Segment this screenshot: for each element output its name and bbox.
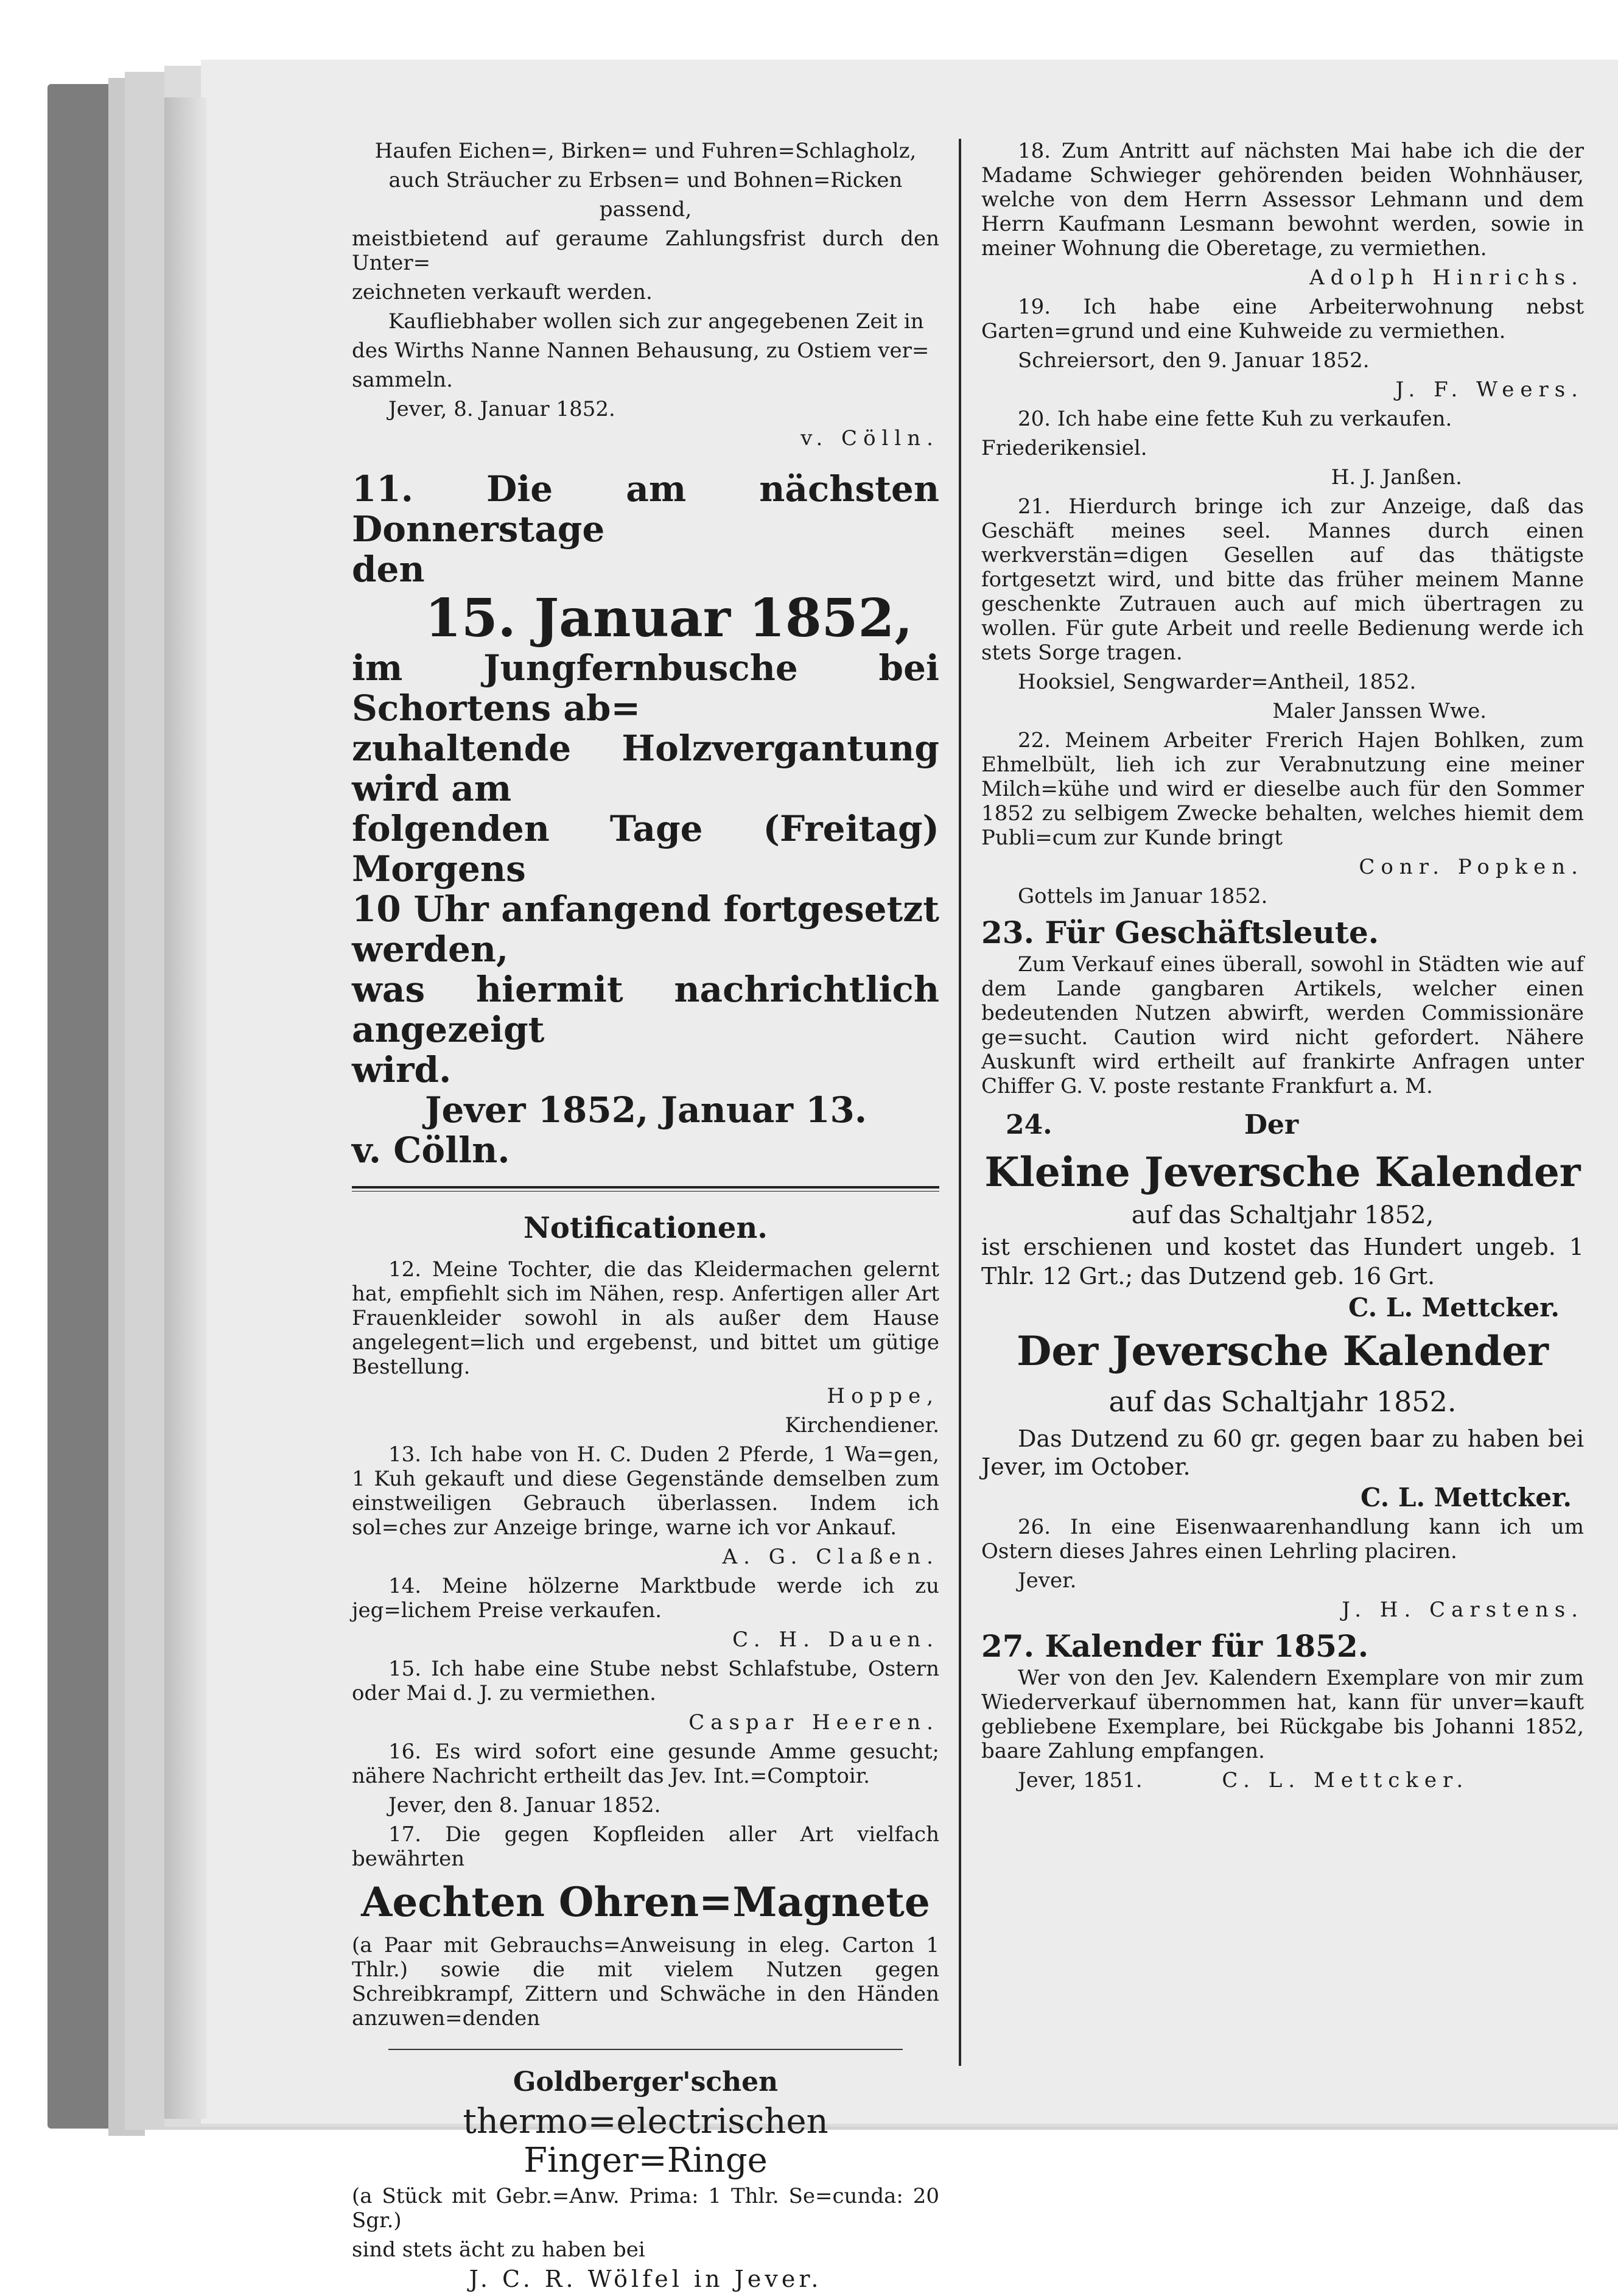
left-column	[352, 139, 939, 2296]
ad-13	[352, 1442, 939, 1569]
signature: v. Cölln.	[800, 426, 939, 451]
ad-11-date: 15. Januar 1852,	[425, 588, 913, 649]
ad-text: 20. Ich habe eine fette Kuh zu verkaufen.	[1018, 407, 1452, 431]
place-date: Jever, 1851.	[1018, 1768, 1143, 1792]
product-name: thermo=electrischen Finger=Ringe	[463, 2102, 828, 2180]
price-info: (a Stück mit Gebr.=Anw. Prima: 1 Thlr. Se=cunda: 20 Sgr.)	[352, 2184, 939, 2233]
ad-text: 14. Meine hölzerne Marktbude werde ich zu jeg=lichem Preise verkaufen.	[352, 1574, 939, 1623]
calendar-subtitle: auf das Schaltjahr 1852,	[1131, 1201, 1434, 1229]
ad-text: ist erschienen und kostet das Hundert ungeb. 1 Thlr. 12 Grt.; das Dutzend geb. 16 Grt.	[981, 1234, 1584, 1290]
ad-heading: 23. Für Geschäftsleute.	[981, 915, 1379, 950]
signature: C. L. Mettcker.	[1222, 1768, 1469, 1792]
signature: Adolph Hinrichs.	[1309, 265, 1584, 290]
signature: C. H. Dauen.	[732, 1627, 939, 1652]
ad-11-signature: v. Cölln.	[352, 1129, 510, 1171]
place-date: Jever, 8. Januar 1852.	[388, 397, 615, 421]
ad-20	[981, 407, 1584, 490]
place-date: Gottels im Januar 1852.	[1018, 884, 1268, 908]
text-line: Kaufliebhaber wollen sich zur angegebenen Zeit in	[388, 309, 924, 334]
ad-22	[981, 728, 1584, 908]
ad-11-line: folgenden Tage (Freitag) Morgens	[352, 808, 939, 890]
ad-18	[981, 139, 1584, 290]
ad-text: Zum Verkauf eines überall, sowohl in Städten wie auf dem Lande gangbaren Artikels, welcher einen bedeutenden Nutzen abwirft, werden Commissionäre ge=sucht. Caution wird nicht gefordert. Nähere Auskunft wird ertheilt auf frankirte Anfragen unter Chiffer G. V. poste restante Frankfurt a. M.	[981, 952, 1584, 1098]
text-line: zeichneten verkauft werden.	[352, 280, 653, 304]
ad-heading: 27. Kalender für 1852.	[981, 1628, 1369, 1664]
signature: Maler Janssen Wwe.	[1272, 699, 1487, 723]
text-line: des Wirths Nanne Nannen Behausung, zu Ostiem ver=	[352, 339, 930, 363]
ad-11-line: 11. Die am nächsten Donnerstage	[352, 468, 939, 550]
ad-11-line: wird.	[352, 1049, 452, 1090]
ad-text: Das Dutzend zu 60 gr. gegen baar zu haben bei Jever, im October.	[981, 1425, 1584, 1480]
ad-11-line: 10 Uhr anfangend fortgesetzt werden,	[352, 888, 939, 970]
ad-11-wood-auction	[352, 469, 939, 1170]
signature-title: Kirchendiener.	[785, 1413, 939, 1438]
ad-23	[981, 913, 1584, 1098]
ad-text: 15. Ich habe eine Stube nebst Schlafstube, Ostern oder Mai d. J. zu vermiethen.	[352, 1657, 939, 1705]
ad-text: Wer von den Jev. Kalendern Exemplare von mir zum Wiederverkauf übernommen hat, kann für unver=kauft gebliebene Exemplare, bei Rückgabe bis Johanni 1852, baare Zahlung empfangen.	[981, 1666, 1584, 1763]
signature: C. L. Mettcker.	[1348, 1293, 1560, 1322]
seller: J. C. R. Wölfel in Jever.	[469, 2266, 822, 2292]
signature: Caspar Heeren.	[688, 1710, 939, 1735]
column-divider	[959, 139, 961, 2066]
section-heading: Notificationen.	[524, 1211, 768, 1245]
signature: C. L. Mettcker.	[1360, 1483, 1572, 1512]
signature: Hoppe,	[827, 1384, 939, 1408]
place-date: Jever, den 8. Januar 1852.	[388, 1793, 661, 1817]
ad-11-line: im Jungfernbusche bei Schortens ab=	[352, 647, 939, 729]
signature: J. F. Weers.	[1395, 377, 1584, 402]
place-date: Hooksiel, Sengwarder=Antheil, 1852.	[1018, 670, 1417, 694]
text-line: passend,	[599, 197, 692, 222]
ad-text: (a Paar mit Gebrauchs=Anweisung in eleg. Carton 1 Thlr.) sowie die mit vielem Nutzen gegen Schreibkrampf, Zittern und Schwäche in den Händen anzuwen=denden	[352, 1933, 939, 2031]
ad-text: 26. In eine Eisenwaarenhandlung kann ich um Ostern dieses Jahres einen Lehrling placiren.	[981, 1515, 1584, 1564]
right-column	[981, 139, 1584, 1797]
ad-21	[981, 494, 1584, 723]
ad-27	[981, 1627, 1584, 1792]
ad-19	[981, 295, 1584, 402]
signature: A. G. Claßen.	[722, 1545, 939, 1569]
ad-text: 16. Es wird sofort eine gesunde Amme gesucht; nähere Nachricht ertheilt das Jev. Int.=Comptoir.	[352, 1740, 939, 1788]
product-name: Aechten Ohren=Magnete	[361, 1878, 930, 1926]
brand-name: Goldberger'schen	[513, 2066, 779, 2098]
place: Friederikensiel.	[981, 436, 1147, 460]
ad-firewood	[352, 139, 939, 451]
ad-11-line: den	[352, 549, 425, 590]
divider	[388, 2049, 903, 2050]
place-date: Schreiersort, den 9. Januar 1852.	[1018, 348, 1370, 373]
ad-11-line: zuhaltende Holzvergantung wird am	[352, 728, 939, 809]
ad-17	[352, 1822, 939, 2291]
ad-number: 24.	[1006, 1109, 1052, 1140]
calendar-title: Kleine Jeversche Kalender	[984, 1148, 1581, 1196]
ad-12	[352, 1257, 939, 1438]
ad-26	[981, 1515, 1584, 1622]
ad-11-place-date: Jever 1852, Januar 13.	[425, 1089, 867, 1131]
text-line: auch Sträucher zu Erbsen= und Bohnen=Ricken	[388, 168, 903, 192]
ad-text: 22. Meinem Arbeiter Frerich Hajen Bohlken, zum Ehmelbült, lieh ich zur Verabnutzung eine meiner Milch=kühe und wird er dieselbe auch für den Sommer 1852 zu selbigem Zwecke behalten, welches hiemit dem Publi=cum zur Kunde bringt	[981, 728, 1584, 850]
signature: Conr. Popken.	[1359, 855, 1584, 879]
ad-16	[352, 1740, 939, 1817]
ad-14	[352, 1574, 939, 1652]
calendar-title-2: Der Jeversche Kalender	[1017, 1327, 1549, 1375]
signature: H. J. Janßen.	[1331, 465, 1462, 490]
section-rule	[352, 1186, 939, 1192]
ad-text: 19. Ich habe eine Arbeiterwohnung nebst Garten=grund und eine Kuhweide zu vermiethen.	[981, 295, 1584, 343]
place: Jever.	[1018, 1568, 1077, 1593]
signature: J. H. Carstens.	[1342, 1598, 1584, 1622]
text-line: sammeln.	[352, 368, 453, 392]
ad-article: Der	[1244, 1109, 1299, 1140]
ad-text: 13. Ich habe von H. C. Duden 2 Pferde, 1 Wa=gen, 1 Kuh gekauft und diese Gegenstände demselben zum einstweiligen Gebrauch überlassen. Indem ich sol=ches zur Anzeige bringe, warne ich vor Ankauf.	[352, 1442, 939, 1540]
ad-24-calendar	[981, 1109, 1584, 1510]
text-line: Haufen Eichen=, Birken= und Fuhren=Schlagholz,	[374, 139, 917, 163]
ad-15	[352, 1657, 939, 1735]
ad-text: 21. Hierdurch bringe ich zur Anzeige, daß das Geschäft meines seel. Mannes durch einen werkverstän=digen Gesellen auf das thätigste fortgesetzt wird, und bitte das früher meinem Manne geschenkte Zutrauen auch auf mich übertragen zu wollen. Für gute Arbeit und reelle Bedienung werde ich stets Sorge tragen.	[981, 494, 1584, 665]
calendar-subtitle-2: auf das Schaltjahr 1852.	[1108, 1385, 1457, 1418]
ad-text: 18. Zum Antritt auf nächsten Mai habe ich die der Madame Schwieger gehörenden beiden Wohnhäuser, welche von dem Herrn Assessor Lehmann und dem Herrn Kaufmann Lesmann bewohnt werden, sowie in meiner Wohnung die Oberetage, zu vermiethen.	[981, 139, 1584, 261]
ad-text: 12. Meine Tochter, die das Kleidermachen gelernt hat, empfiehlt sich im Nähen, resp. Anfertigen aller Art Frauenkleider sowohl in als außer dem Hause angelegent=lich und ergebenst, und bittet um gütige Bestellung.	[352, 1257, 939, 1379]
availability: sind stets ächt zu haben bei	[352, 2238, 645, 2262]
ad-11-line: was hiermit nachrichtlich angezeigt	[352, 969, 939, 1050]
ad-text: 17. Die gegen Kopfleiden aller Art vielfach bewährten	[352, 1822, 939, 1871]
text-line: meistbietend auf geraume Zahlungsfrist durch den Unter=	[352, 226, 939, 275]
gutter-shadow	[164, 97, 207, 2119]
